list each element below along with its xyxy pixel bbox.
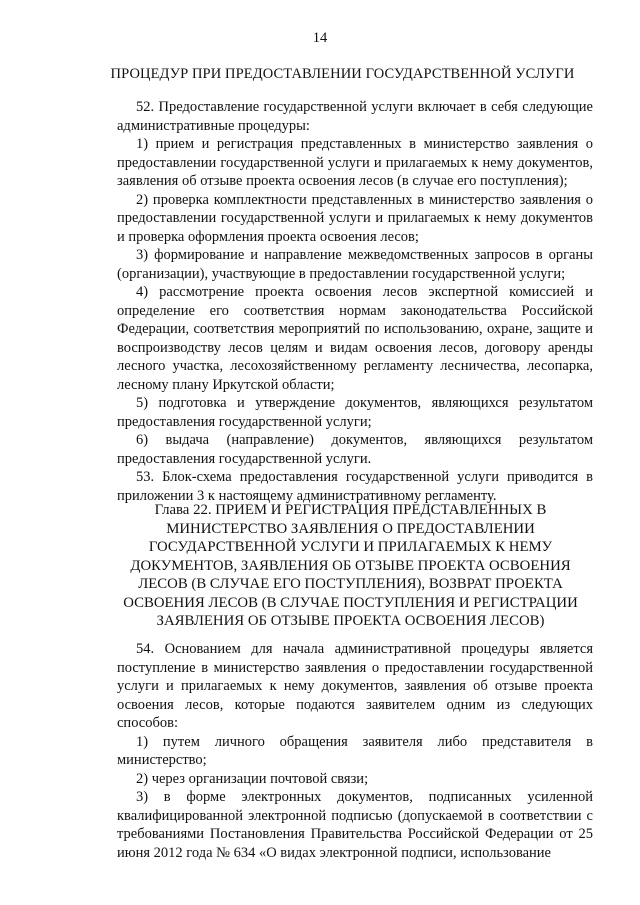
paragraph: 3) формирование и направление межведомственных запросов в органы (организации), участвующие в предоставлении государственной услуги; bbox=[117, 247, 593, 282]
paragraph: 3) в форме электронных документов, подписанных усиленной квалифицированной электронной подписью (допускаемой в соответствии с требованиями Постановления Правительства Российской Федерации от 25 июня 2012 года № 634 «О видах электронной подписи, использование bbox=[117, 789, 593, 861]
text-block-reception bbox=[117, 640, 593, 862]
paragraph: 2) через организации почтовой связи; bbox=[136, 770, 369, 787]
paragraph: 52. Предоставление государственной услуги включает в себя следующие административные процедуры: bbox=[117, 99, 593, 134]
paragraph: 5) подготовка и утверждение документов, являющихся результатом предоставления государственной услуги; bbox=[117, 395, 593, 430]
paragraph: 1) путем личного обращения заявителя либо представителя в министерство; bbox=[117, 733, 593, 768]
paragraph: 6) выдача (направление) документов, являющихся результатом предоставления государственной услуги. bbox=[117, 432, 593, 467]
paragraph: 53. Блок-схема предоставления государственной услуги приводится в приложении 3 к настоящему административному регламенту. bbox=[117, 469, 593, 504]
paragraph: 4) рассмотрение проекта освоения лесов экспертной комиссией и определение его соответствия нормам законодательства Российской Федерации, соответствия мероприятий по использованию, охране, защите и воспроизводству лесов целям и видам освоения лесов, договору аренды лесного участка, лесохозяйственному регламенту лесничества, лесопарка, лесному плану Иркутской области; bbox=[117, 284, 593, 393]
section-title: ПРОЦЕДУР ПРИ ПРЕДОСТАВЛЕНИИ ГОСУДАРСТВЕННОЙ УСЛУГИ bbox=[110, 66, 575, 82]
page-number: 14 bbox=[312, 30, 328, 46]
paragraph: 1) прием и регистрация представленных в министерство заявления о предоставлении государственной услуги и прилагаемых к нему документов, заявления об отзыве проекта освоения лесов (в случае его поступления); bbox=[117, 136, 593, 189]
text-block-procedures bbox=[117, 98, 593, 505]
paragraph: 54. Основанием для начала административной процедуры является поступление в министерство заявления о предоставлении государственной услуги и прилагаемых к нему документов, заявления об отзыве проекта освоения лесов, которые подаются заявителем одним из следующих способов: bbox=[117, 641, 593, 731]
paragraph: 2) проверка комплектности представленных в министерство заявления о предоставлении государственной услуги и прилагаемых к нему документов и проверка оформления проекта освоения лесов; bbox=[117, 191, 593, 245]
chapter-title: Глава 22. ПРИЕМ И РЕГИСТРАЦИЯ ПРЕДСТАВЛЕННЫХ В МИНИСТЕРСТВО ЗАЯВЛЕНИЯ О ПРЕДОСТАВЛЕНИИ ГОСУДАРСТВЕННОЙ УСЛУГИ И ПРИЛАГАЕМЫХ К НЕМУ ДОКУМЕНТОВ, ЗАЯВЛЕНИЯ ОБ ОТЗЫВЕ ПРОЕКТА ОСВОЕНИЯ ЛЕСОВ (В СЛУЧАЕ ЕГО ПОСТУПЛЕНИЯ), ВОЗВРАТ ПРОЕКТА ОСВОЕНИЯ ЛЕСОВ (В СЛУЧАЕ ПОСТУПЛЕНИЯ И РЕГИСТРАЦИИ ЗАЯВЛЕНИЯ ОБ ОТЗЫВЕ ПРОЕКТА ОСВОЕНИЯ ЛЕСОВ) bbox=[123, 502, 578, 629]
